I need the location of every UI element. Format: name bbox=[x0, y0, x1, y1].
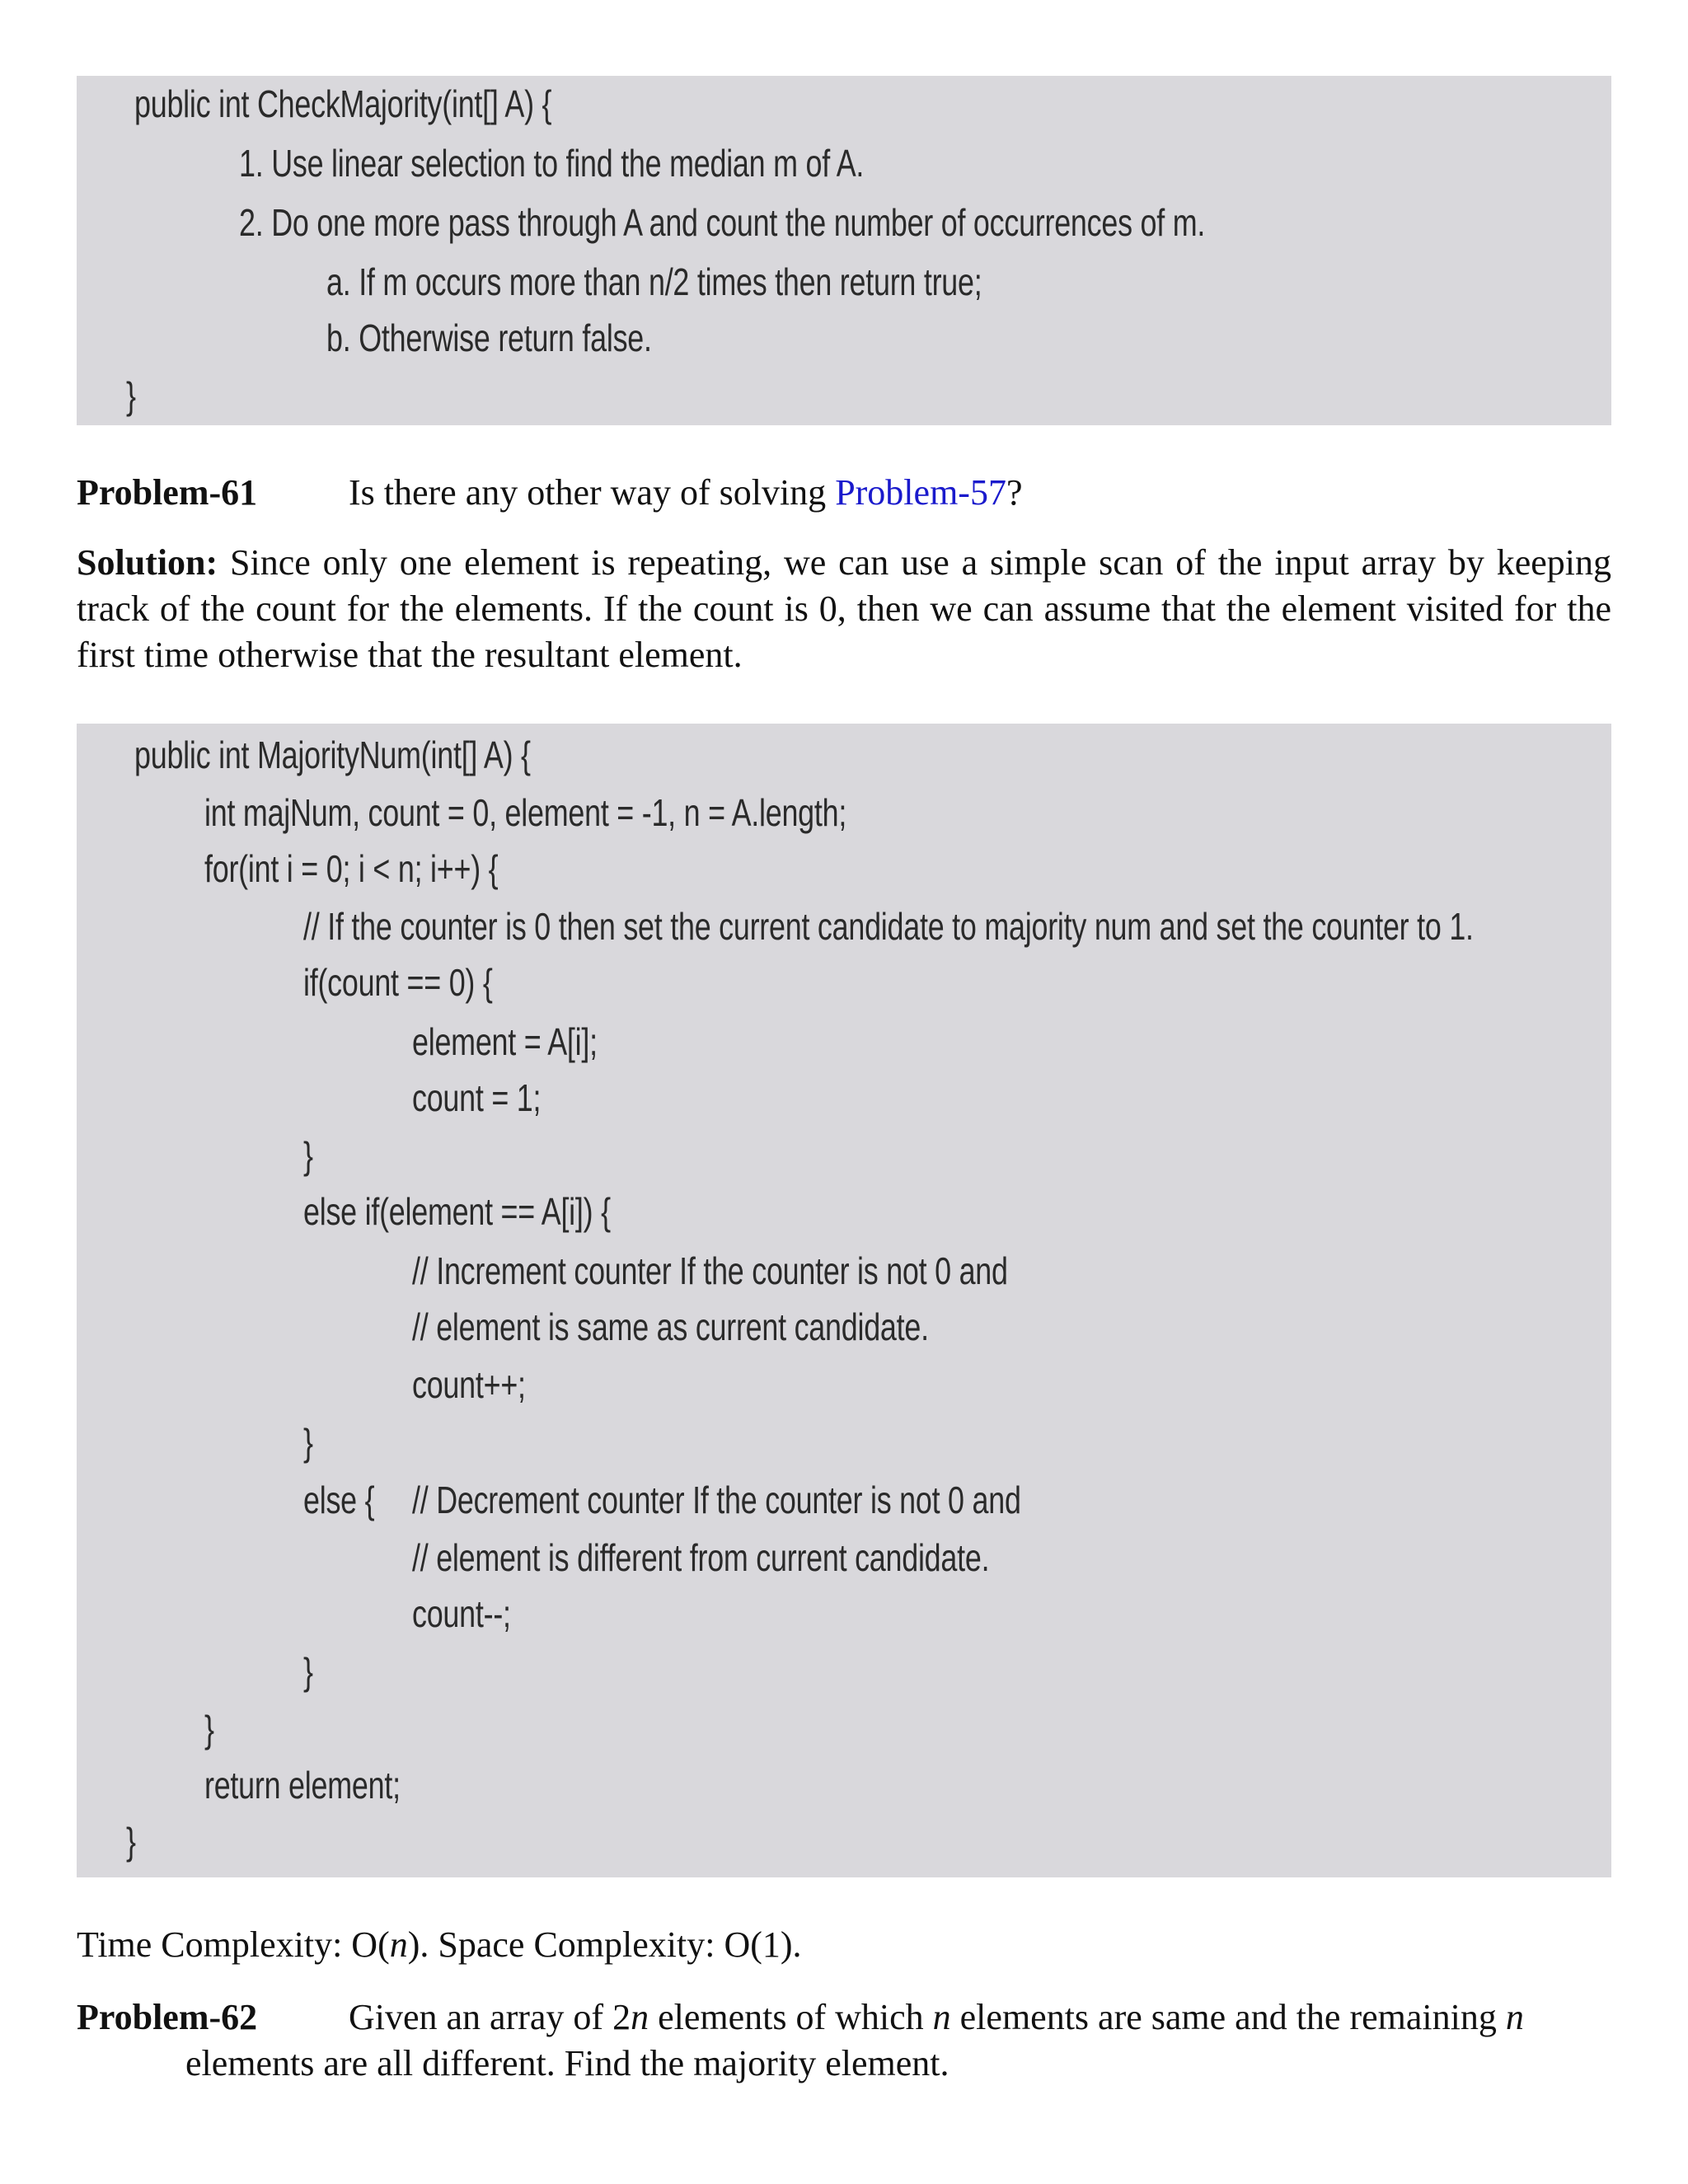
code-line: public int MajorityNum(int[] A) { bbox=[134, 733, 531, 776]
problem-61-question-end: ? bbox=[1006, 472, 1023, 513]
code-line: } bbox=[204, 1708, 214, 1750]
code-line: element = A[i]; bbox=[412, 1020, 598, 1063]
solution-61-paragraph bbox=[77, 540, 1611, 678]
code-line: } bbox=[126, 374, 136, 417]
problem-57-link[interactable]: Problem-57 bbox=[835, 472, 1006, 513]
code-line: count++; bbox=[412, 1363, 526, 1406]
code-comment: // Decrement counter If the counter is not 0 and bbox=[412, 1479, 1021, 1521]
code-comment: // element is different from current candidate. bbox=[412, 1536, 990, 1579]
code-line: else { bbox=[303, 1479, 375, 1521]
problem-61-label: Problem-61 bbox=[77, 472, 258, 513]
code-line: count = 1; bbox=[412, 1076, 542, 1119]
problem-62-label: Problem-62 bbox=[77, 1997, 258, 2037]
code-line: 1. Use linear selection to find the median m of A. bbox=[239, 142, 865, 185]
time-complexity-prefix: Time Complexity: O( bbox=[77, 1924, 390, 1965]
code-line: } bbox=[126, 1820, 136, 1863]
complexity-var-n: n bbox=[389, 1924, 408, 1965]
problem-62-var: n bbox=[932, 1997, 951, 2037]
code-line: } bbox=[303, 1134, 313, 1177]
solution-text: Since only one element is repeating, we can use a simple scan of the input array by keeping track of the count for the elements. If the count is 0, then we can assume that the element visited for the first time otherwise that the resultant element. bbox=[77, 542, 1611, 675]
code-line: public int CheckMajority(int[] A) { bbox=[134, 82, 552, 125]
problem-62-text: elements are same and the remaining bbox=[950, 1997, 1506, 2037]
code-line: return element; bbox=[204, 1764, 401, 1807]
code-block-majority-num bbox=[77, 724, 1611, 1877]
code-comment: // If the counter is 0 then set the current candidate to majority num and set the counter to 1. bbox=[303, 905, 1474, 948]
code-line: count--; bbox=[412, 1592, 511, 1635]
code-line: b. Otherwise return false. bbox=[326, 316, 652, 359]
code-line: int majNum, count = 0, element = -1, n = A.length; bbox=[204, 791, 847, 834]
code-line: a. If m occurs more than n/2 times then return true; bbox=[326, 260, 982, 303]
problem-61-question: Is there any other way of solving bbox=[349, 472, 836, 513]
code-line: for(int i = 0; i < n; i++) { bbox=[204, 847, 499, 890]
code-line: } bbox=[303, 1421, 313, 1464]
code-block-check-majority bbox=[77, 76, 1611, 425]
code-comment: // element is same as current candidate. bbox=[412, 1305, 929, 1348]
time-complexity-suffix: ). Space Complexity: O(1). bbox=[407, 1924, 802, 1965]
problem-62-var: n bbox=[1505, 1997, 1524, 2037]
code-line: if(count == 0) { bbox=[303, 961, 493, 1004]
complexity-line bbox=[77, 1922, 1611, 1968]
code-comment: // Increment counter If the counter is not 0 and bbox=[412, 1249, 1008, 1292]
problem-62-text: Given an array of 2 bbox=[349, 1997, 631, 2037]
problem-62-text: elements of which bbox=[649, 1997, 933, 2037]
problem-62-block bbox=[77, 1994, 1611, 2087]
code-line: 2. Do one more pass through A and count the number of occurrences of m. bbox=[239, 201, 1206, 244]
problem-62-var: n bbox=[631, 1997, 649, 2037]
problem-61-heading bbox=[77, 470, 1611, 516]
code-line: } bbox=[303, 1650, 313, 1693]
solution-label: Solution: bbox=[77, 542, 218, 583]
problem-62-continuation: elements are all different. Find the majority element. bbox=[185, 2043, 950, 2083]
code-line: else if(element == A[i]) { bbox=[303, 1190, 611, 1233]
